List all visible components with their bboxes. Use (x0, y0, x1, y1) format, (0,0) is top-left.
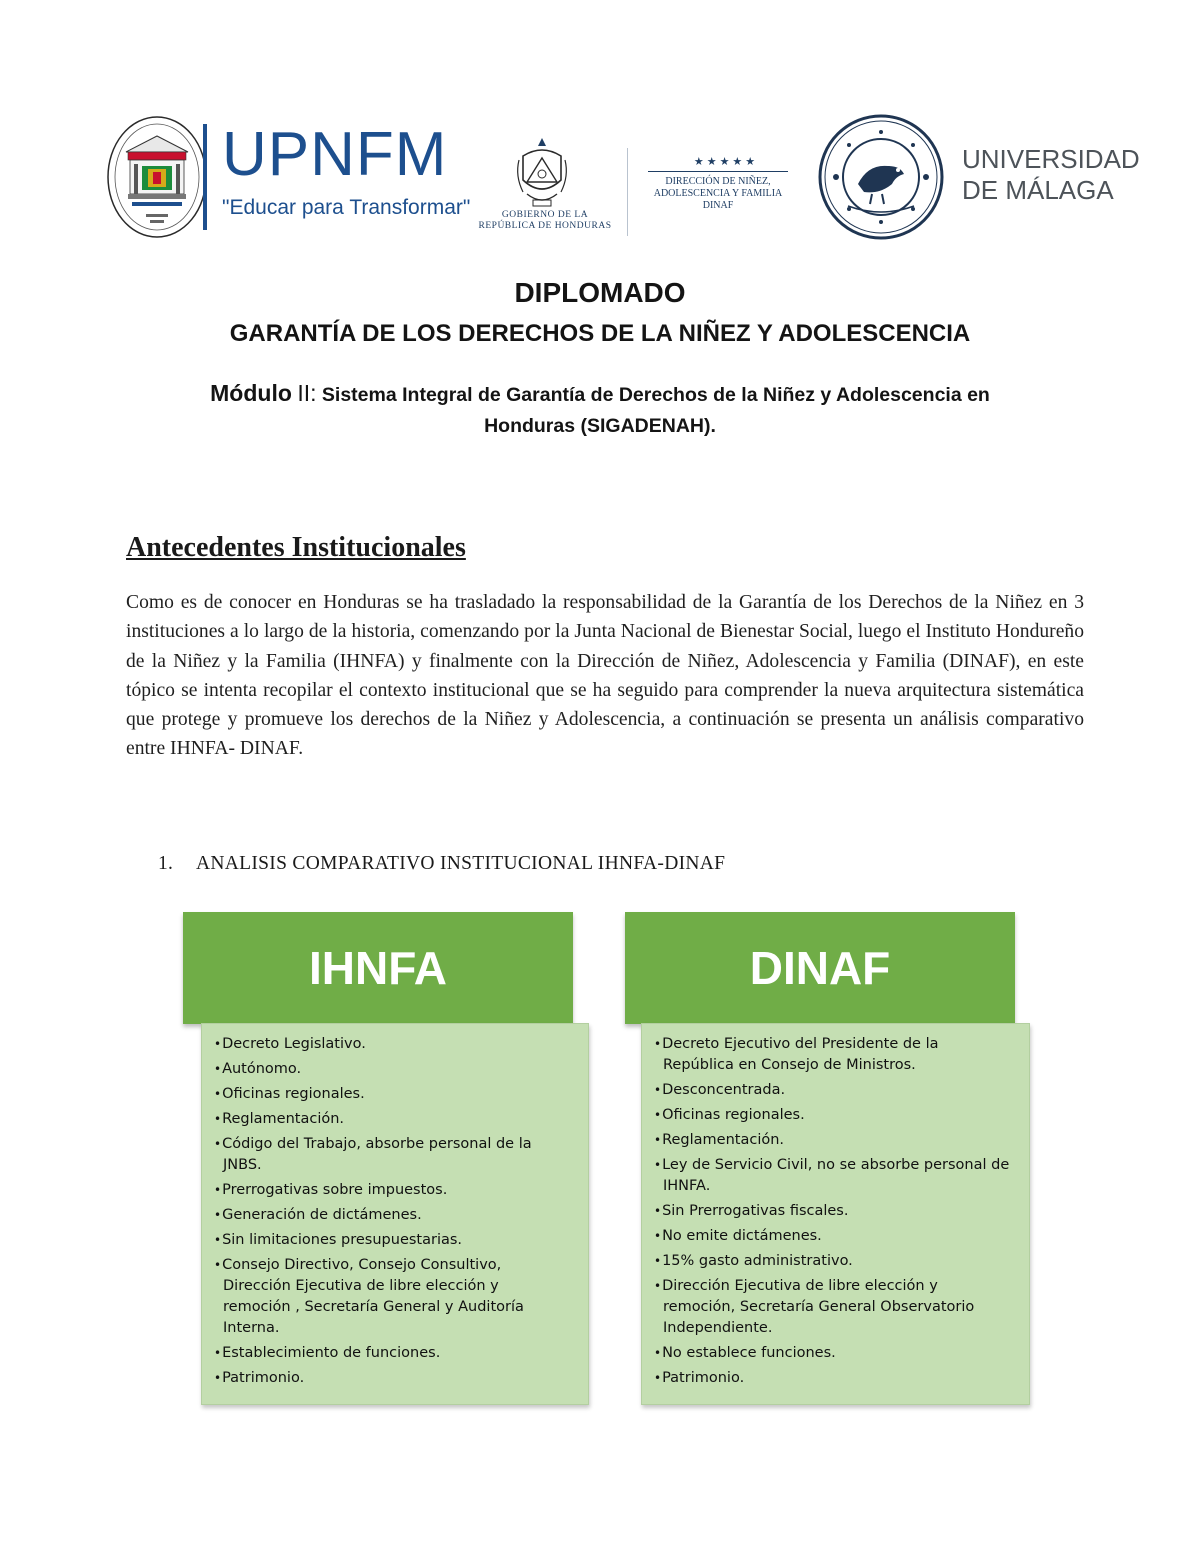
honduras-coat-of-arms-icon (513, 136, 571, 210)
document-title: DIPLOMADO (514, 277, 686, 308)
dinaf-item: • Patrimonio. (654, 1368, 1011, 1389)
ihnfa-item: • Código del Trabajo, absorbe personal de la JNBS. (214, 1134, 570, 1176)
ihnfa-item: • Consejo Directivo, Consejo Consultivo, Dirección Ejecutiva de libre elección y remoción , Secretaría General y Auditoría Interna. (214, 1255, 570, 1339)
ihnfa-item: • Decreto Legislativo. (214, 1034, 570, 1055)
ihnfa-item: • Establecimiento de funciones. (214, 1343, 570, 1364)
ihnfa-list (214, 1034, 570, 1389)
module-number: II: (297, 380, 317, 406)
upnfm-motto: "Educar para Transformar" (222, 196, 471, 219)
dinaf-stars-icon: ★★★★★ (693, 156, 759, 168)
list-heading (158, 853, 725, 875)
dinaf-line3: DINAF (702, 200, 734, 211)
dinaf-item: • Decreto Ejecutivo del Presidente de la República en Consejo de Ministros. (654, 1034, 1011, 1076)
dinaf-list (654, 1034, 1011, 1389)
module-name-line1: Sistema Integral de Garantía de Derechos de la Niñez y Adolescencia en (321, 384, 990, 406)
dinaf-line1: DIRECCIÓN DE NIÑEZ, (665, 176, 771, 187)
section-heading: Antecedentes Institucionales (126, 532, 466, 563)
dinaf-panel (641, 1023, 1030, 1405)
universidad-malaga-seal-icon (818, 114, 944, 240)
dinaf-rule (648, 171, 788, 172)
dinaf-item: • Ley de Servicio Civil, no se absorbe personal de IHNFA. (654, 1155, 1011, 1197)
dinaf-line2: ADOLESCENCIA Y FAMILIA (653, 188, 783, 199)
dinaf-item: • No establece funciones. (654, 1343, 1011, 1364)
dinaf-item: • No emite dictámenes. (654, 1226, 1011, 1247)
uma-line2: DE MÁLAGA (962, 175, 1114, 205)
ihnfa-item: • Generación de dictámenes. (214, 1205, 570, 1226)
module-title (108, 378, 1092, 442)
dinaf-item: • 15% gasto administrativo. (654, 1251, 1011, 1272)
upnfm-seal-icon (106, 114, 208, 240)
list-number: 1. (158, 853, 174, 874)
upnfm-divider (203, 124, 207, 230)
ihnfa-item: • Prerrogativas sobre impuestos. (214, 1180, 570, 1201)
ihnfa-item: • Patrimonio. (214, 1368, 570, 1389)
dinaf-item: • Oficinas regionales. (654, 1105, 1011, 1126)
uma-line1: UNIVERSIDAD (962, 144, 1140, 174)
document-subtitle: GARANTÍA DE LOS DERECHOS DE LA NIÑEZ Y ADOLESCENCIA (229, 320, 971, 347)
module-name-line2: Honduras (SIGADENAH). (484, 415, 716, 437)
ihnfa-item: • Oficinas regionales. (214, 1084, 570, 1105)
dinaf-logo-text (640, 176, 796, 212)
ihnfa-item: • Reglamentación. (214, 1109, 570, 1130)
ihnfa-panel (201, 1023, 589, 1405)
list-heading-text: ANALISIS COMPARATIVO INSTITUCIONAL IHNFA-DINAF (196, 853, 726, 874)
dinaf-header: DINAF (625, 912, 1015, 1024)
dinaf-item: • Reglamentación. (654, 1130, 1011, 1151)
intro-paragraph: Como es de conocer en Honduras se ha trasladado la responsabilidad de la Garantía de los Derechos de la Niñez en 3 instituciones a lo largo de la historia, comenzando por la Junta Nacional de Bienestar Social, luego el Instituto Hondureño de la Niñez y la Familia (IHNFA) y finalmente con la Dirección de Niñez, Adolescencia y Familia (DINAF), en este tópico se intenta recopilar el contexto institucional que se ha seguido para comprender la nueva arquitectura sistemática que protege y promueve los derechos de la Niñez y Adolescencia, a continuación se presenta un análisis comparativo entre IHNFA- DINAF. (126, 592, 1084, 760)
dinaf-item: • Sin Prerrogativas fiscales. (654, 1201, 1011, 1222)
ihnfa-item: • Sin limitaciones presupuestarias. (214, 1230, 570, 1251)
dinaf-item: • Desconcentrada. (654, 1080, 1011, 1101)
logo-separator (627, 148, 628, 236)
upnfm-logo-text: UPNFM (222, 120, 448, 189)
universidad-malaga-logo-text (962, 144, 1140, 206)
ihnfa-item: • Autónomo. (214, 1059, 570, 1080)
honduras-line1: GOBIERNO DE LA (501, 210, 589, 220)
dinaf-item: • Dirección Ejecutiva de libre elección y remoción, Secretaría General Observatorio Independiente. (654, 1276, 1011, 1339)
module-label: Módulo (210, 380, 292, 406)
honduras-government-label (470, 210, 620, 232)
ihnfa-header: IHNFA (183, 912, 573, 1024)
honduras-line2: REPÚBLICA DE HONDURAS (478, 221, 612, 231)
